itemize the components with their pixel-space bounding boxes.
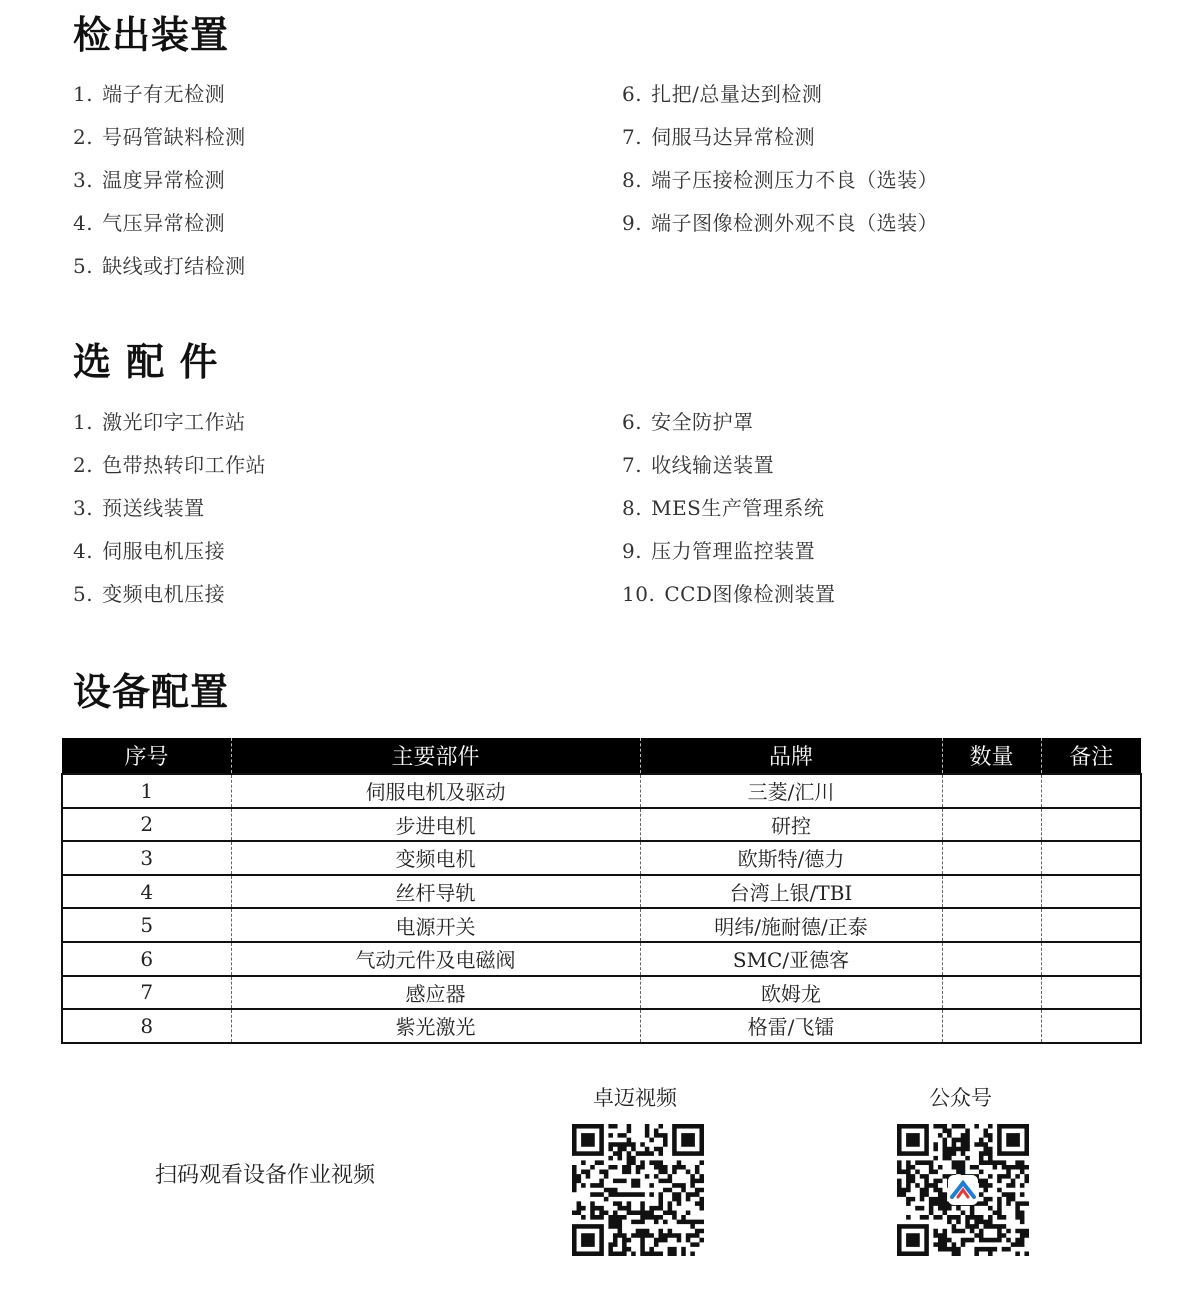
cell-component: 变频电机 xyxy=(231,841,640,875)
cell-quantity xyxy=(942,808,1041,842)
detection-list-right xyxy=(622,80,938,252)
detection-list-left xyxy=(73,80,246,295)
cell-index: 7 xyxy=(62,976,231,1010)
cell-quantity xyxy=(942,875,1041,909)
qr-video-label: 卓迈视频 xyxy=(593,1086,677,1110)
list-item: 2. 号码管缺料检测 xyxy=(73,125,246,149)
logo-icon xyxy=(948,1175,978,1205)
config-title: 设备配置 xyxy=(73,670,230,714)
header-remark: 备注 xyxy=(1041,738,1141,774)
qr-finder xyxy=(672,1124,704,1156)
cell-remark xyxy=(1041,808,1141,842)
qr-finder xyxy=(572,1224,604,1256)
cell-index: 5 xyxy=(62,908,231,942)
cell-brand: 格雷/飞镭 xyxy=(640,1009,942,1043)
list-item: 4. 气压异常检测 xyxy=(73,211,226,235)
cell-brand: 明纬/施耐德/正泰 xyxy=(640,908,942,942)
cell-component: 气动元件及电磁阀 xyxy=(231,942,640,976)
cell-brand: 研控 xyxy=(640,808,942,842)
table-row xyxy=(62,774,1141,808)
list-item: 6. 安全防护罩 xyxy=(622,410,754,434)
list-item: 8. MES生产管理系统 xyxy=(622,496,825,520)
cell-brand: 三菱/汇川 xyxy=(640,774,942,808)
cell-quantity xyxy=(942,942,1041,976)
qr-finder xyxy=(897,1124,929,1156)
table-row xyxy=(62,841,1141,875)
cell-index: 4 xyxy=(62,875,231,909)
qr-finder xyxy=(572,1124,604,1156)
list-item: 7. 收线输送装置 xyxy=(622,453,775,477)
options-list-right xyxy=(622,408,835,623)
cell-brand: 欧斯特/德力 xyxy=(640,841,942,875)
table-row xyxy=(62,875,1141,909)
list-item: 1. 激光印字工作站 xyxy=(73,410,246,434)
cell-remark xyxy=(1041,875,1141,909)
list-item: 5. 缺线或打结检测 xyxy=(73,254,246,278)
qr-code-icon[interactable] xyxy=(572,1124,704,1256)
list-item: 3. 温度异常检测 xyxy=(73,168,226,192)
list-item: 10. CCD图像检测装置 xyxy=(622,582,836,606)
header-quantity: 数量 xyxy=(942,738,1041,774)
detection-title: 检出装置 xyxy=(73,13,230,57)
cell-remark xyxy=(1041,908,1141,942)
cell-index: 6 xyxy=(62,942,231,976)
list-item: 7. 伺服马达异常检测 xyxy=(622,125,816,149)
list-item: 4. 伺服电机压接 xyxy=(73,539,226,563)
options-list-left xyxy=(73,408,266,623)
cell-index: 1 xyxy=(62,774,231,808)
cell-remark xyxy=(1041,942,1141,976)
qr-pattern xyxy=(572,1124,704,1256)
cell-brand: SMC/亚德客 xyxy=(640,942,942,976)
cell-index: 8 xyxy=(62,1009,231,1043)
list-item: 3. 预送线装置 xyxy=(73,496,205,520)
logo-peak-icon xyxy=(958,1190,968,1197)
cell-component: 紫光激光 xyxy=(231,1009,640,1043)
table-header-row xyxy=(62,738,1141,774)
cell-index: 2 xyxy=(62,808,231,842)
qr-finder xyxy=(997,1124,1029,1156)
cell-brand: 欧姆龙 xyxy=(640,976,942,1010)
cell-index: 3 xyxy=(62,841,231,875)
list-item: 9. 端子图像检测外观不良（选装） xyxy=(622,211,939,235)
header-component: 主要部件 xyxy=(231,738,640,774)
list-item: 6. 扎把/总量达到检测 xyxy=(622,82,823,106)
cell-quantity xyxy=(942,1009,1041,1043)
qr-finder xyxy=(897,1224,929,1256)
cell-quantity xyxy=(942,908,1041,942)
cell-quantity xyxy=(942,841,1041,875)
table-row xyxy=(62,942,1141,976)
cell-component: 步进电机 xyxy=(231,808,640,842)
cell-component: 丝杆导轨 xyxy=(231,875,640,909)
cell-component: 伺服电机及驱动 xyxy=(231,774,640,808)
options-title: 选 配 件 xyxy=(73,340,219,384)
cell-component: 电源开关 xyxy=(231,908,640,942)
list-item: 2. 色带热转印工作站 xyxy=(73,453,267,477)
cell-component: 感应器 xyxy=(231,976,640,1010)
header-brand: 品牌 xyxy=(640,738,942,774)
cell-remark xyxy=(1041,976,1141,1010)
cell-quantity xyxy=(942,774,1041,808)
table-row xyxy=(62,1009,1141,1043)
qr-wechat-label: 公众号 xyxy=(929,1086,992,1110)
cell-remark xyxy=(1041,841,1141,875)
list-item: 5. 变频电机压接 xyxy=(73,582,226,606)
list-item: 9. 压力管理监控装置 xyxy=(622,539,816,563)
qr-code-icon[interactable] xyxy=(897,1124,1029,1256)
header-index: 序号 xyxy=(62,738,231,774)
config-table xyxy=(61,738,1142,1044)
cell-brand: 台湾上银/TBI xyxy=(640,875,942,909)
list-item: 8. 端子压接检测压力不良（选装） xyxy=(622,168,939,192)
table-row xyxy=(62,808,1141,842)
table-row xyxy=(62,976,1141,1010)
cell-remark xyxy=(1041,774,1141,808)
cell-remark xyxy=(1041,1009,1141,1043)
cell-quantity xyxy=(942,976,1041,1010)
scan-instruction: 扫码观看设备作业视频 xyxy=(155,1163,376,1188)
table-row xyxy=(62,908,1141,942)
list-item: 1. 端子有无检测 xyxy=(73,82,226,106)
